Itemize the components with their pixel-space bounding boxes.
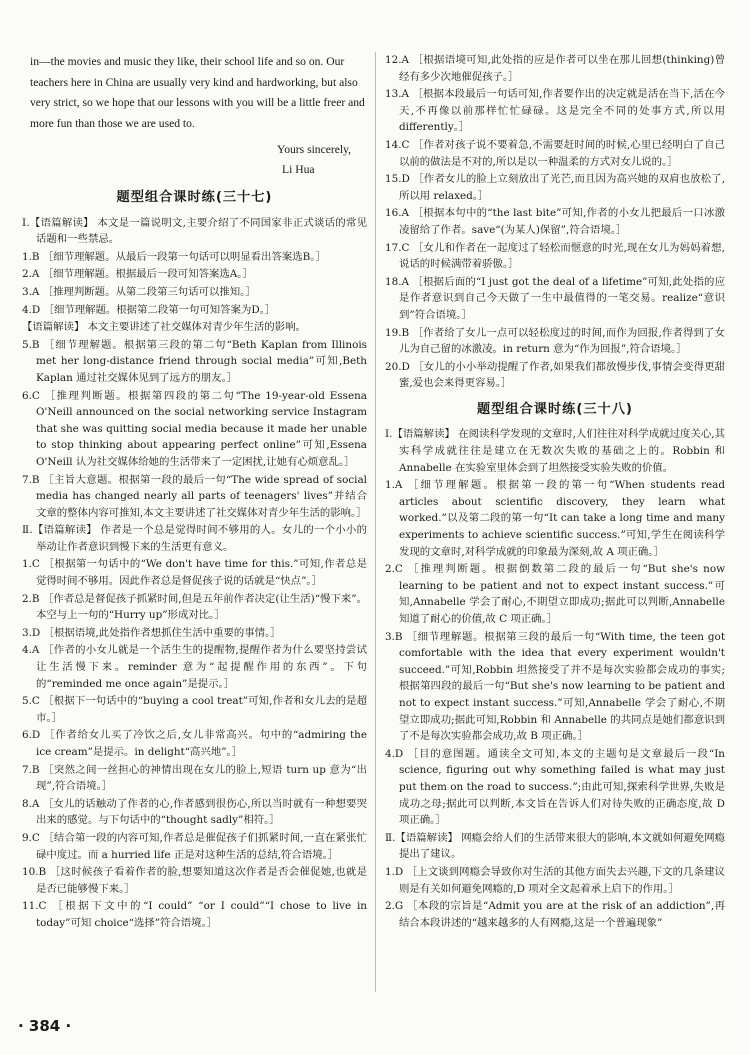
answer-item: 17.C ［女儿和作者在一起度过了轻松而惬意的时光,现在女儿为妈妈着想,说话的时候满带着骄傲。］: [385, 241, 725, 271]
answer-item: 12.A ［根据语境可知,此处指的应是作者可以坐在那儿回想(thinking)曾经有多少次地催促孩子。］: [385, 54, 725, 83]
answer-item: 2.A ［细节理解题。根据最后一段可知答案选A。］: [22, 268, 253, 281]
answer-item: Ⅱ.【语篇解读】 网瘾会给人们的生活带来很大的影响,本文就如何避免网瘾提出了建议。: [385, 831, 725, 861]
answer-item: 【语篇解读】 本文主要讲述了社交媒体对青少年生活的影响。: [22, 321, 306, 334]
page-number: · 384 ·: [18, 1017, 72, 1035]
answer-item: 1.B ［细节理解题。从最后一段第一句话可以明显看出答案选B。］: [22, 250, 326, 263]
answer-item: 20.D ［女儿的小小举动提醒了作者,如果我们都放慢步伐,事情会变得更甜蜜,爱也会来得更容易。］: [385, 360, 725, 390]
answer-item: 1.A ［细节理解题。根据第一段的第一句“When students read articles about scientific discovery, they learn what worked.”以及第二段的第一句“It can take a long time and many experiments to achieve scientific success.”可知,学生在阅读科学发现的文章时,对科学成就的印象最为深刻,故 A 项正确。］: [385, 479, 725, 558]
answer-item: 1.D ［上文谈到网瘾会导致你对生活的其他方面失去兴趣,下文的几条建议则是有关如何避免网瘾的,D 项对全文起着承上启下的作用。］: [385, 865, 725, 895]
answer-item: 7.B ［主旨大意题。根据第一段的最后一句“The wide spread of social media has changed nearly all parts of teenagers' lives”并结合文章的整体内容可推知,本文主要讲述了社交媒体对青少年生活的影响。］: [22, 473, 367, 519]
answer-list-37: [22, 215, 367, 932]
answer-item: 10.B ［这时候孩子看着作者的脸,想要知道这次作者是否会催促她,也就是是否已能够慢下来。］: [22, 866, 367, 895]
letter-closing: Yours sincerely,: [277, 143, 352, 156]
answer-item: 6.C ［推理判断题。根据第四段的第二句“The 19-year-old Essena O'Neill announced on the social networking service Instagram that she was quitting social media because it made her unable to stop thinking about appearing perfect online”可知,Essena O'Neill 认为社交媒体给她的生活带来了一定困扰,让她有心烦意乱。］: [22, 389, 367, 468]
answer-item: Ⅱ.【语篇解读】 作者是一个总是觉得时间不够用的人。女儿的一个小小的举动让作者意识到慢下来的生活更有意义。: [22, 524, 367, 553]
answer-item: 4.D ［目的意图题。通读全文可知,本文的主题句是文章最后一段“In science, figuring out why something failed is what may just put them on the road to success.”;由此可知,探索科学世界,失败是成功之母;据此可以判断,本文旨在告诉人们对待失败的正确态度,故 D 项正确。］: [385, 747, 725, 827]
answer-item: 18.A ［根据后面的“I just got the deal of a lifetime”可知,此处指的应是作者意识到自己今天做了一生中最值得的一笔交易。realize“意识到”符合语境。］: [385, 275, 725, 321]
answer-item: 2.B ［作者总是督促孩子抓紧时间,但是五年前作者决定(让生活)“慢下来”。本空与上一句的“Hurry up”形成对比。］: [22, 592, 367, 622]
column-divider: [375, 52, 376, 992]
answer-item: 14.C ［作者对孩子说不要着急,不需要赶时间的时候,心里已经明白了自己以前的做法是不对的,所以是以一种温柔的方式对女儿说的。］: [385, 138, 725, 168]
answer-item: 5.B ［细节理解题。根据第三段的第二句“Beth Kaplan from Illinois met her long-distance friend through social media”可知,Beth Kaplan 通过社交媒体见到了远方的朋友。］: [22, 338, 367, 384]
left-column: [22, 52, 367, 933]
section-title-38: 题型组合课时练(三十八): [477, 401, 633, 417]
answer-item: 15.D ［作者女儿的脸上立刻放出了光芒,而且因为高兴她的双肩也放松了,所以用 relaxed。］: [385, 173, 725, 202]
letter-signature: Li Hua: [282, 163, 315, 176]
answer-item: 2.G ［本段的宗旨是“Admit you are at the risk of an addiction”,再结合本段讲述的“越来越多的人有网瘾,这是一个普遍现象”: [385, 900, 725, 929]
answer-list-37-continued: [385, 52, 725, 392]
answer-item: 3.A ［推理判断题。从第二段第三句话可以推知。］: [22, 285, 256, 298]
answer-item: 11.C ［根据下文中的“I could” “or I could”“I chose to live in today”可知 choice“选择”符合语境。］: [22, 900, 367, 929]
answer-item: 1.C ［根据第一句话中的“We don't have time for this.”可知,作者总是觉得时间不够用。因此作者总是督促孩子说的话就是“快点”。］: [22, 558, 367, 588]
answer-item: 2.C ［推理判断题。根据倒数第二段的最后一句“But she's now learning to be patient and not to expect instant success.”可知,Annabelle 学会了耐心,不期望立即成功;据此可以判断,Annabelle 知道了耐心的价值,故 C 项正确。］: [385, 563, 725, 625]
section-title-37: 题型组合课时练(三十七): [116, 190, 273, 205]
answer-item: 9.C ［结合第一段的内容可知,作者总是催促孩子们抓紧时间,一直在紧张忙碌中度过。而 a hurried life 正是对这种生活的总结,符合语境。］: [22, 831, 367, 861]
answer-item: 8.A ［女儿的话触动了作者的心,作者感到很伤心,所以当时就有一种想要哭出来的感觉。与下句话中的“thought sadly”相符。］: [22, 797, 367, 827]
right-column: [385, 52, 725, 932]
answer-item: 13.A ［根据本段最后一句话可知,作者要作出的决定就是活在当下,活在今天,不再像以前那样忙忙碌碌。这是完全不同的处事方式,所以用 differently。］: [385, 88, 725, 134]
answer-item: Ⅰ.【语篇解读】 在阅读科学发现的文章时,人们往往对科学成就过度关心,其实科学成就往往是建立在无数次失败的基础之上的。Robbin 和 Annabelle 在实验室里体会到了坦然接受实验失败的价值。: [385, 428, 725, 474]
answer-item: 4.D ［细节理解题。根据第二段第一句可知答案为D。］: [22, 303, 276, 316]
answer-item: 5.C ［根据下一句话中的“buying a cool treat”可知,作者和女儿去的是超市。］: [22, 695, 367, 724]
answer-item: 6.D ［作者给女儿买了冷饮之后,女儿非常高兴。句中的“admiring the ice cream”是提示。in delight“高兴地”。］: [22, 729, 367, 758]
answer-item: 7.B ［突然之间一丝担心的神情出现在女儿的脸上,短语 turn up 意为“出现”,符合语境。］: [22, 763, 367, 793]
answer-item: 19.B ［作者给了女儿一点可以轻松度过的时间,而作为回报,作者得到了女儿为自己留的冰激凌。in return 意为“作为回报”,符合语境。］: [385, 326, 725, 356]
answer-list-38: [385, 426, 725, 931]
letter-paragraph: in—the movies and music they like, their school life and so on. Our teachers here in China are usually very kind and hardworking, but also very strict, so we hope that our lessons with you will be a little freer and more fun than those we are used to.: [30, 55, 365, 130]
answer-item: 3.D ［根据语境,此处指作者想抓住生活中重要的事情。］: [22, 626, 281, 639]
answer-item: 3.B ［细节理解题。根据第三段的最后一句“With time, the teen got comfortable with the idea that every experiment wouldn't succeed.”可知,Robbin 坦然接受了并不是每次实验都会成功的事实;根据第四段的最后一句“But she's now learning to be patient and not to expect instant success.”可知,Annabelle 学会了耐心,不期望立即成功;据此可知,Robbin 和 Annabelle 的共同点是她们都意识到了不是每次实验都会成功,故 B 项正确。］: [385, 630, 725, 743]
answer-item: 16.A ［根据本句中的“the last bite”可知,作者的小女儿把最后一口冰激凌留给了作者。save“(为某人)保留”,符合语境。］: [385, 207, 725, 236]
answer-item: 4.A ［作者的小女儿就是一个活生生的提醒物,提醒作者为什么要坚持尝试让生活慢下来。reminder 意为“起提醒作用的东西”。下句的“reminded me once again”是提示。］: [22, 644, 367, 690]
answer-item: Ⅰ.【语篇解读】 本文是一篇说明文,主要介绍了不同国家非正式谈话的常见话题和一些禁忌。: [22, 216, 367, 246]
